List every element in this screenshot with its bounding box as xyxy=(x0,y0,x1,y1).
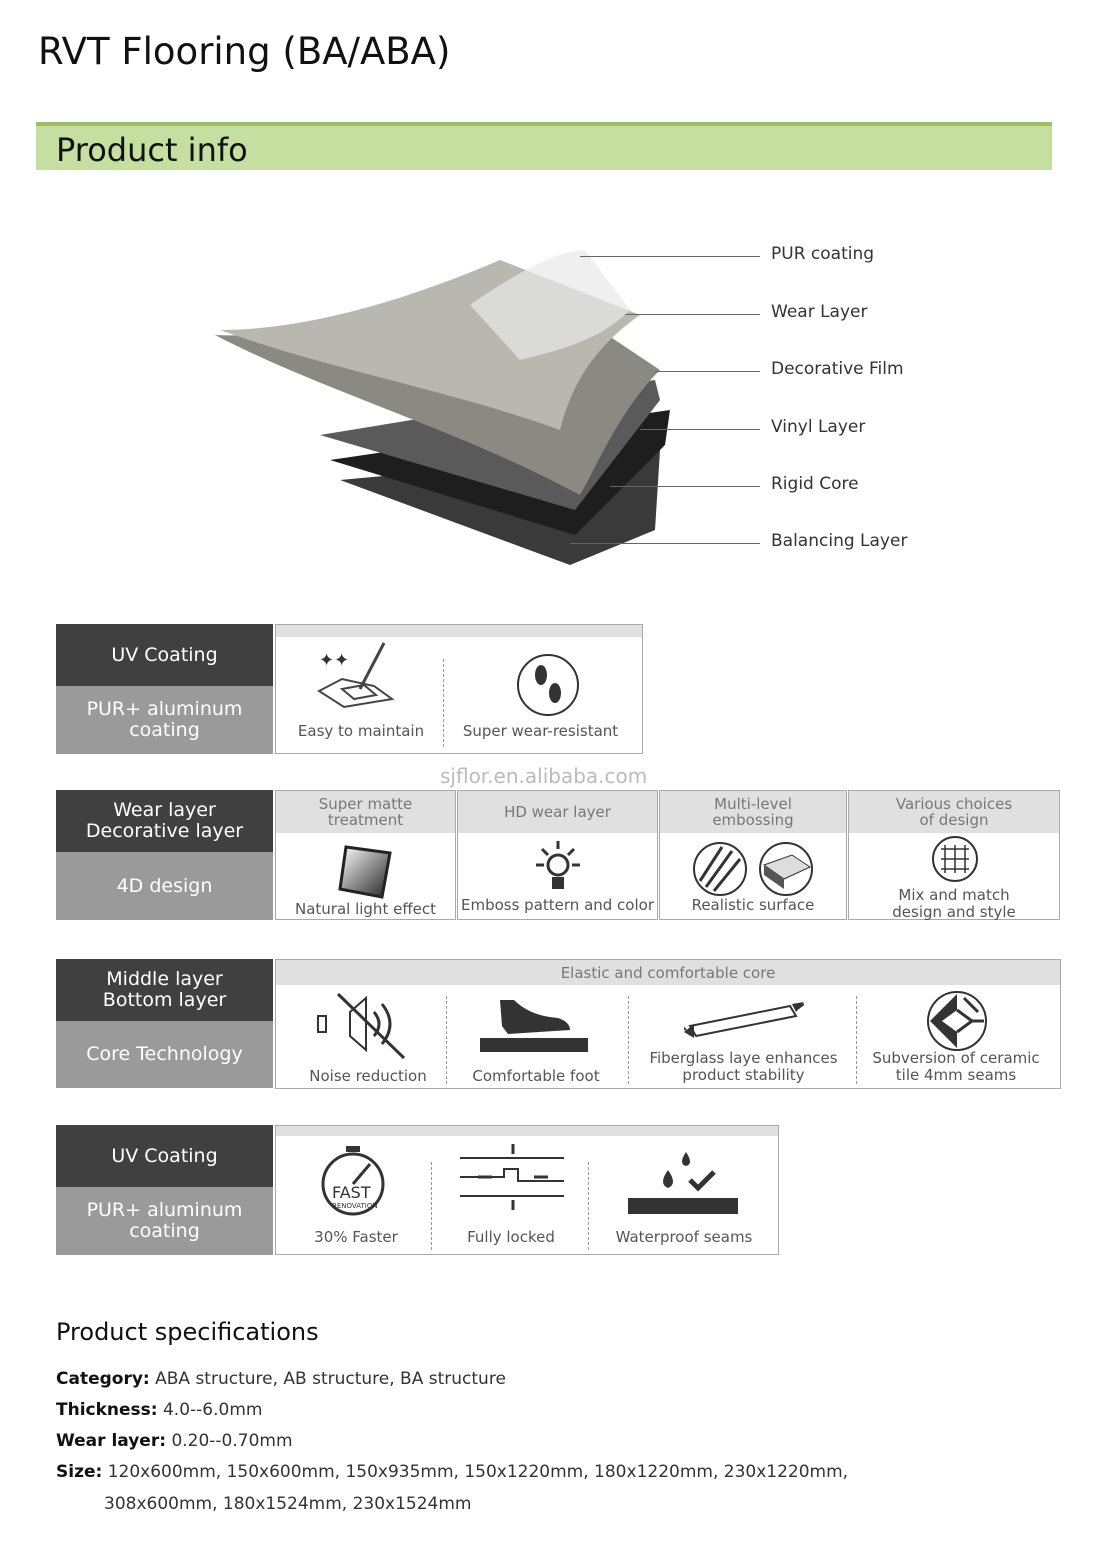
cell-caption: Mix and match design and style xyxy=(892,886,1016,921)
feature-noise: Noise reduction xyxy=(309,1067,427,1085)
cell-design xyxy=(848,790,1060,920)
block2-subtitle: 4D design xyxy=(56,852,273,920)
block3-subtitle: Core Technology xyxy=(56,1021,273,1088)
block1-subtitle: PUR+ aluminum coating xyxy=(56,686,273,754)
stopwatch-fast-icon xyxy=(318,1142,388,1218)
block3-header: Elastic and comfortable core xyxy=(276,960,1060,985)
waterproof-drops-icon xyxy=(628,1146,738,1216)
feature-wear-resistant: Super wear-resistant xyxy=(462,722,619,740)
cell-caption: Natural light effect xyxy=(294,900,437,918)
svg-text:✦✦: ✦✦ xyxy=(319,650,350,671)
block4-features xyxy=(275,1125,779,1255)
spec-category: Category: ABA structure, AB structure, BA structure xyxy=(56,1369,506,1389)
layer-label-pur: PUR coating xyxy=(771,244,875,264)
click-lock-icon xyxy=(458,1142,568,1212)
cell-embossing xyxy=(659,790,847,920)
feature-faster: 30% Faster xyxy=(314,1228,398,1246)
block3-features xyxy=(275,959,1061,1089)
block4-title: UV Coating xyxy=(56,1125,273,1187)
feature-locked: Fully locked xyxy=(467,1228,555,1246)
layer-label-wear: Wear Layer xyxy=(771,302,868,322)
section-header-bar xyxy=(36,122,1052,170)
cell-caption: Realistic surface xyxy=(691,896,815,914)
feature-seams: Subversion of ceramic tile 4mm seams xyxy=(872,1049,1040,1084)
feature-comfort: Comfortable foot xyxy=(472,1067,600,1085)
renovation-text: RENOVATION xyxy=(332,1202,378,1210)
block2-title: Wear layer Decorative layer xyxy=(56,790,273,852)
feature-easy-maintain: Easy to maintain xyxy=(297,722,425,740)
footprints-icon xyxy=(516,653,580,717)
matte-surface-icon xyxy=(338,843,394,899)
specs-heading: Product specifications xyxy=(56,1318,319,1346)
spec-thickness: Thickness: 4.0--6.0mm xyxy=(56,1400,263,1420)
section-title: Product info xyxy=(56,131,248,169)
cell-matte xyxy=(275,790,456,920)
spec-wear-layer: Wear layer: 0.20--0.70mm xyxy=(56,1431,293,1451)
layer-label-core: Rigid Core xyxy=(771,474,859,494)
cell-header: Multi-level embossing xyxy=(660,791,846,833)
mute-speaker-icon xyxy=(316,992,406,1062)
parquet-pattern-icon xyxy=(931,835,979,883)
ceramic-tile-icon xyxy=(926,990,988,1052)
cell-hd-wear xyxy=(457,790,658,920)
spec-size: Size: 120x600mm, 150x600mm, 150x935mm, 150x1220mm, 180x1220mm, 230x1220mm, xyxy=(56,1462,849,1482)
cell-header: Super matte treatment xyxy=(276,791,455,833)
feature-waterproof: Waterproof seams xyxy=(615,1228,753,1246)
layer-label-balancing: Balancing Layer xyxy=(771,531,908,551)
mop-icon xyxy=(314,641,396,711)
fast-text: FAST xyxy=(332,1183,371,1202)
cell-caption: Emboss pattern and color xyxy=(461,896,654,914)
block3-title: Middle layer Bottom layer xyxy=(56,959,273,1021)
cell-header: Various choices of design xyxy=(849,791,1059,833)
spec-size-cont: 308x600mm, 180x1524mm, 230x1524mm xyxy=(104,1494,472,1514)
fiberglass-plank-icon xyxy=(684,996,804,1046)
flooring-layers-illustration xyxy=(200,230,680,580)
shoe-icon xyxy=(480,996,588,1052)
lightbulb-icon xyxy=(530,839,586,895)
embossed-surface-icon xyxy=(692,841,817,897)
block1-features xyxy=(275,624,643,754)
page-title: RVT Flooring (BA/ABA) xyxy=(38,30,451,73)
block1-title: UV Coating xyxy=(56,624,273,686)
feature-fiberglass: Fiberglass laye enhances product stability xyxy=(649,1049,838,1084)
cell-header: HD wear layer xyxy=(458,791,657,833)
layer-label-vinyl: Vinyl Layer xyxy=(771,417,866,437)
watermark: sjflor.en.alibaba.com xyxy=(440,764,648,788)
layer-label-film: Decorative Film xyxy=(771,359,904,379)
block4-subtitle: PUR+ aluminum coating xyxy=(56,1187,273,1255)
